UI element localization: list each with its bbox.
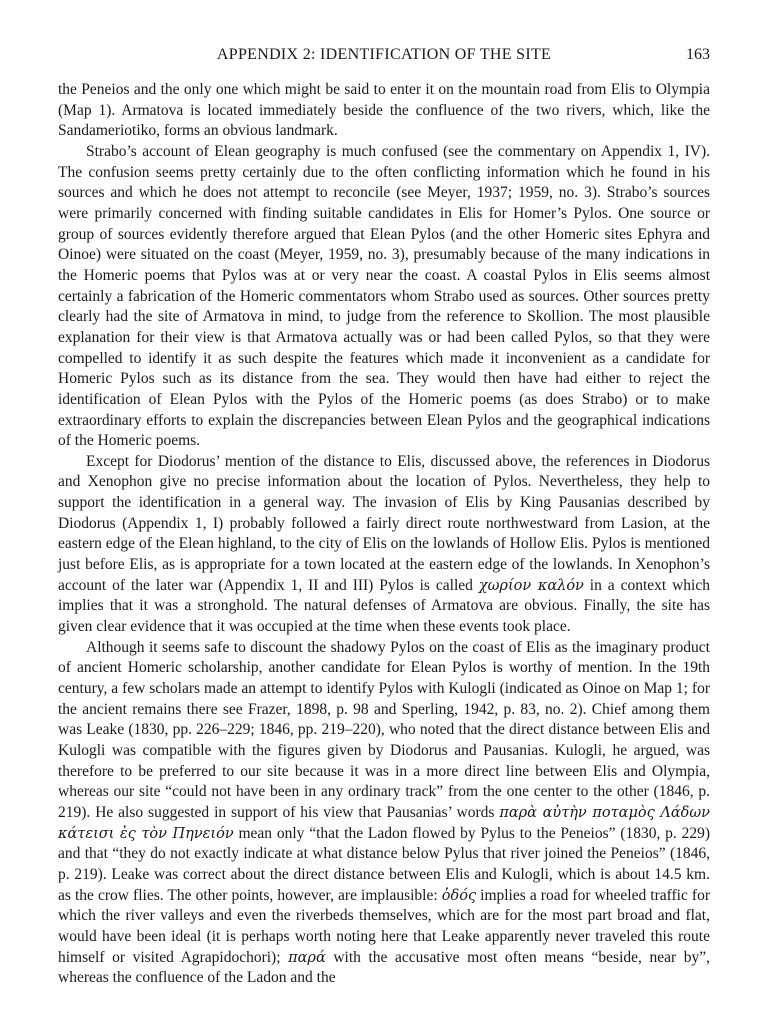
running-head [58,46,710,68]
paragraph-continued [58,80,710,142]
paragraph-text: in a context which implies that it was a stronghold. The natural defenses of Armatova are obvious. Finally, the site has given clear evidence that it was occupied at the time when these events took place. [58,576,710,636]
paragraph-strabo [58,142,710,452]
paragraph-kulogli [58,638,710,989]
page-number: 163 [686,46,710,63]
body-text [58,80,710,989]
paragraph-text: with the accusative most often means “beside, near by”, whereas the confluence of the Ladon and the [58,948,710,987]
paragraph-text: implies a road for wheeled traffic for which the river valleys and even the riverbeds themselves, which are for the most part broad and flat, would have been ideal (it is perhaps worth noting here that Leake apparently never traveled this route himself or visited Agrapidochori); [58,886,711,966]
running-title: APPENDIX 2: IDENTIFICATION OF THE SITE [216,46,552,63]
greek-phrase: χωρίον καλόν [478,577,584,594]
greek-phrase: παρὰ αὐτὴν ποταμὸς Λάδων κάτεισι ἐς τὸν Πηνειόν [58,804,711,842]
paragraph-text: Strabo’s account of Elean geography is much confused (see the commentary on Appendix 1, IV). The confusion seems pretty certainly due to the often conflicting information which he found in his sources and which he does not attempt to reconcile (see Meyer, 1937; 1959, no. 3). Strabo’s sources were primarily concerned with finding suitable candidates in Elis for Homer’s Pylos. One source or group of sources evidently therefore argued that Elean Pylos (and the other Homeric sites Ephyra and Oinoe) were situated on the coast (Meyer, 1959, no. 3), presumably because of the many indications in the Homeric poems that Pylos was at or very near the coast. A coastal Pylos in Elis seems almost certainly a fabrication of the Homeric commentators whom Strabo used as sources. Other sources pretty clearly had the site of Armatova in mind, to judge from the reference to Skollion. The most plausible explanation for their view is that Armatova actually was or had been called Pylos, so that they were compelled to identify it as such despite the features which made it inconvenient as a candidate for Homeric Pylos such as its distance from the sea. They would then have had either to reject the identification of Elean Pylos with the Pylos of the Homeric poems (as does Strabo) or to make extraordinary efforts to explain the discrepancies between Elean Pylos and the geographical indications of the Homeric poems. [58,142,710,450]
paragraph-diodorus [58,452,710,638]
greek-word: παρά [288,949,326,966]
paragraph-text: Except for Diodorus’ mention of the distance to Elis, discussed above, the references in Diodorus and Xenophon give no precise information about the location of Pylos. Nevertheless, they help to support the identification in a general way. The invasion of Elis by King Pausanias described by Diodorus (Appendix 1, I) probably followed a fairly direct route northwestward from Lasion, at the eastern edge of the Elean highland, to the city of Elis on the lowlands of Hollow Elis. Pylos is mentioned just before Elis, as is appropriate for a town located at the eastern edge of the lowlands. In Xenophon’s account of the later war (Appendix 1, II and III) Pylos is called [58,452,710,594]
paragraph-text: Although it seems safe to discount the shadowy Pylos on the coast of Elis as the imaginary product of ancient Homeric scholarship, another candidate for Elean Pylos is worthy of mention. In the 19th century, a few scholars made an attempt to identify Pylos with Kulogli (indicated as Oinoe on Map 1; for the ancient remains there see Frazer, 1898, p. 98 and Sperling, 1942, p. 83, no. 2). Chief among them was Leake (1830, pp. 226–229; 1846, pp. 219–220), who noted that the direct distance between Elis and Kulogli was compatible with the figures given by Diodorus and Pausanias. Kulogli, he argued, was therefore to be preferred to our site because it was in a more direct line between Elis and Olympia, whereas our site “could not have been in any ordinary track” from the one center to the other (1846, p. 219). He also suggested in support of his view that Pausanias’ words [58,638,710,821]
paragraph-text: mean only “that the Ladon flowed by Pylus to the Peneios” (1830, p. 229) and that “they do not exactly indicate at what distance below Pylus that river joined the Peneios” (1846, p. 219). Leake was correct about the direct distance between Elis and Kulogli, which is about 14.5 km. as the crow flies. The other points, however, are implausible: [58,824,710,904]
greek-word: ὁδός [441,887,477,904]
paragraph-text: the Peneios and the only one which might be said to enter it on the mountain road from Elis to Olympia (Map 1). Armatova is located immediately beside the confluence of the two rivers, which, like the Sandameriotiko, forms an obvious landmark. [58,81,710,140]
